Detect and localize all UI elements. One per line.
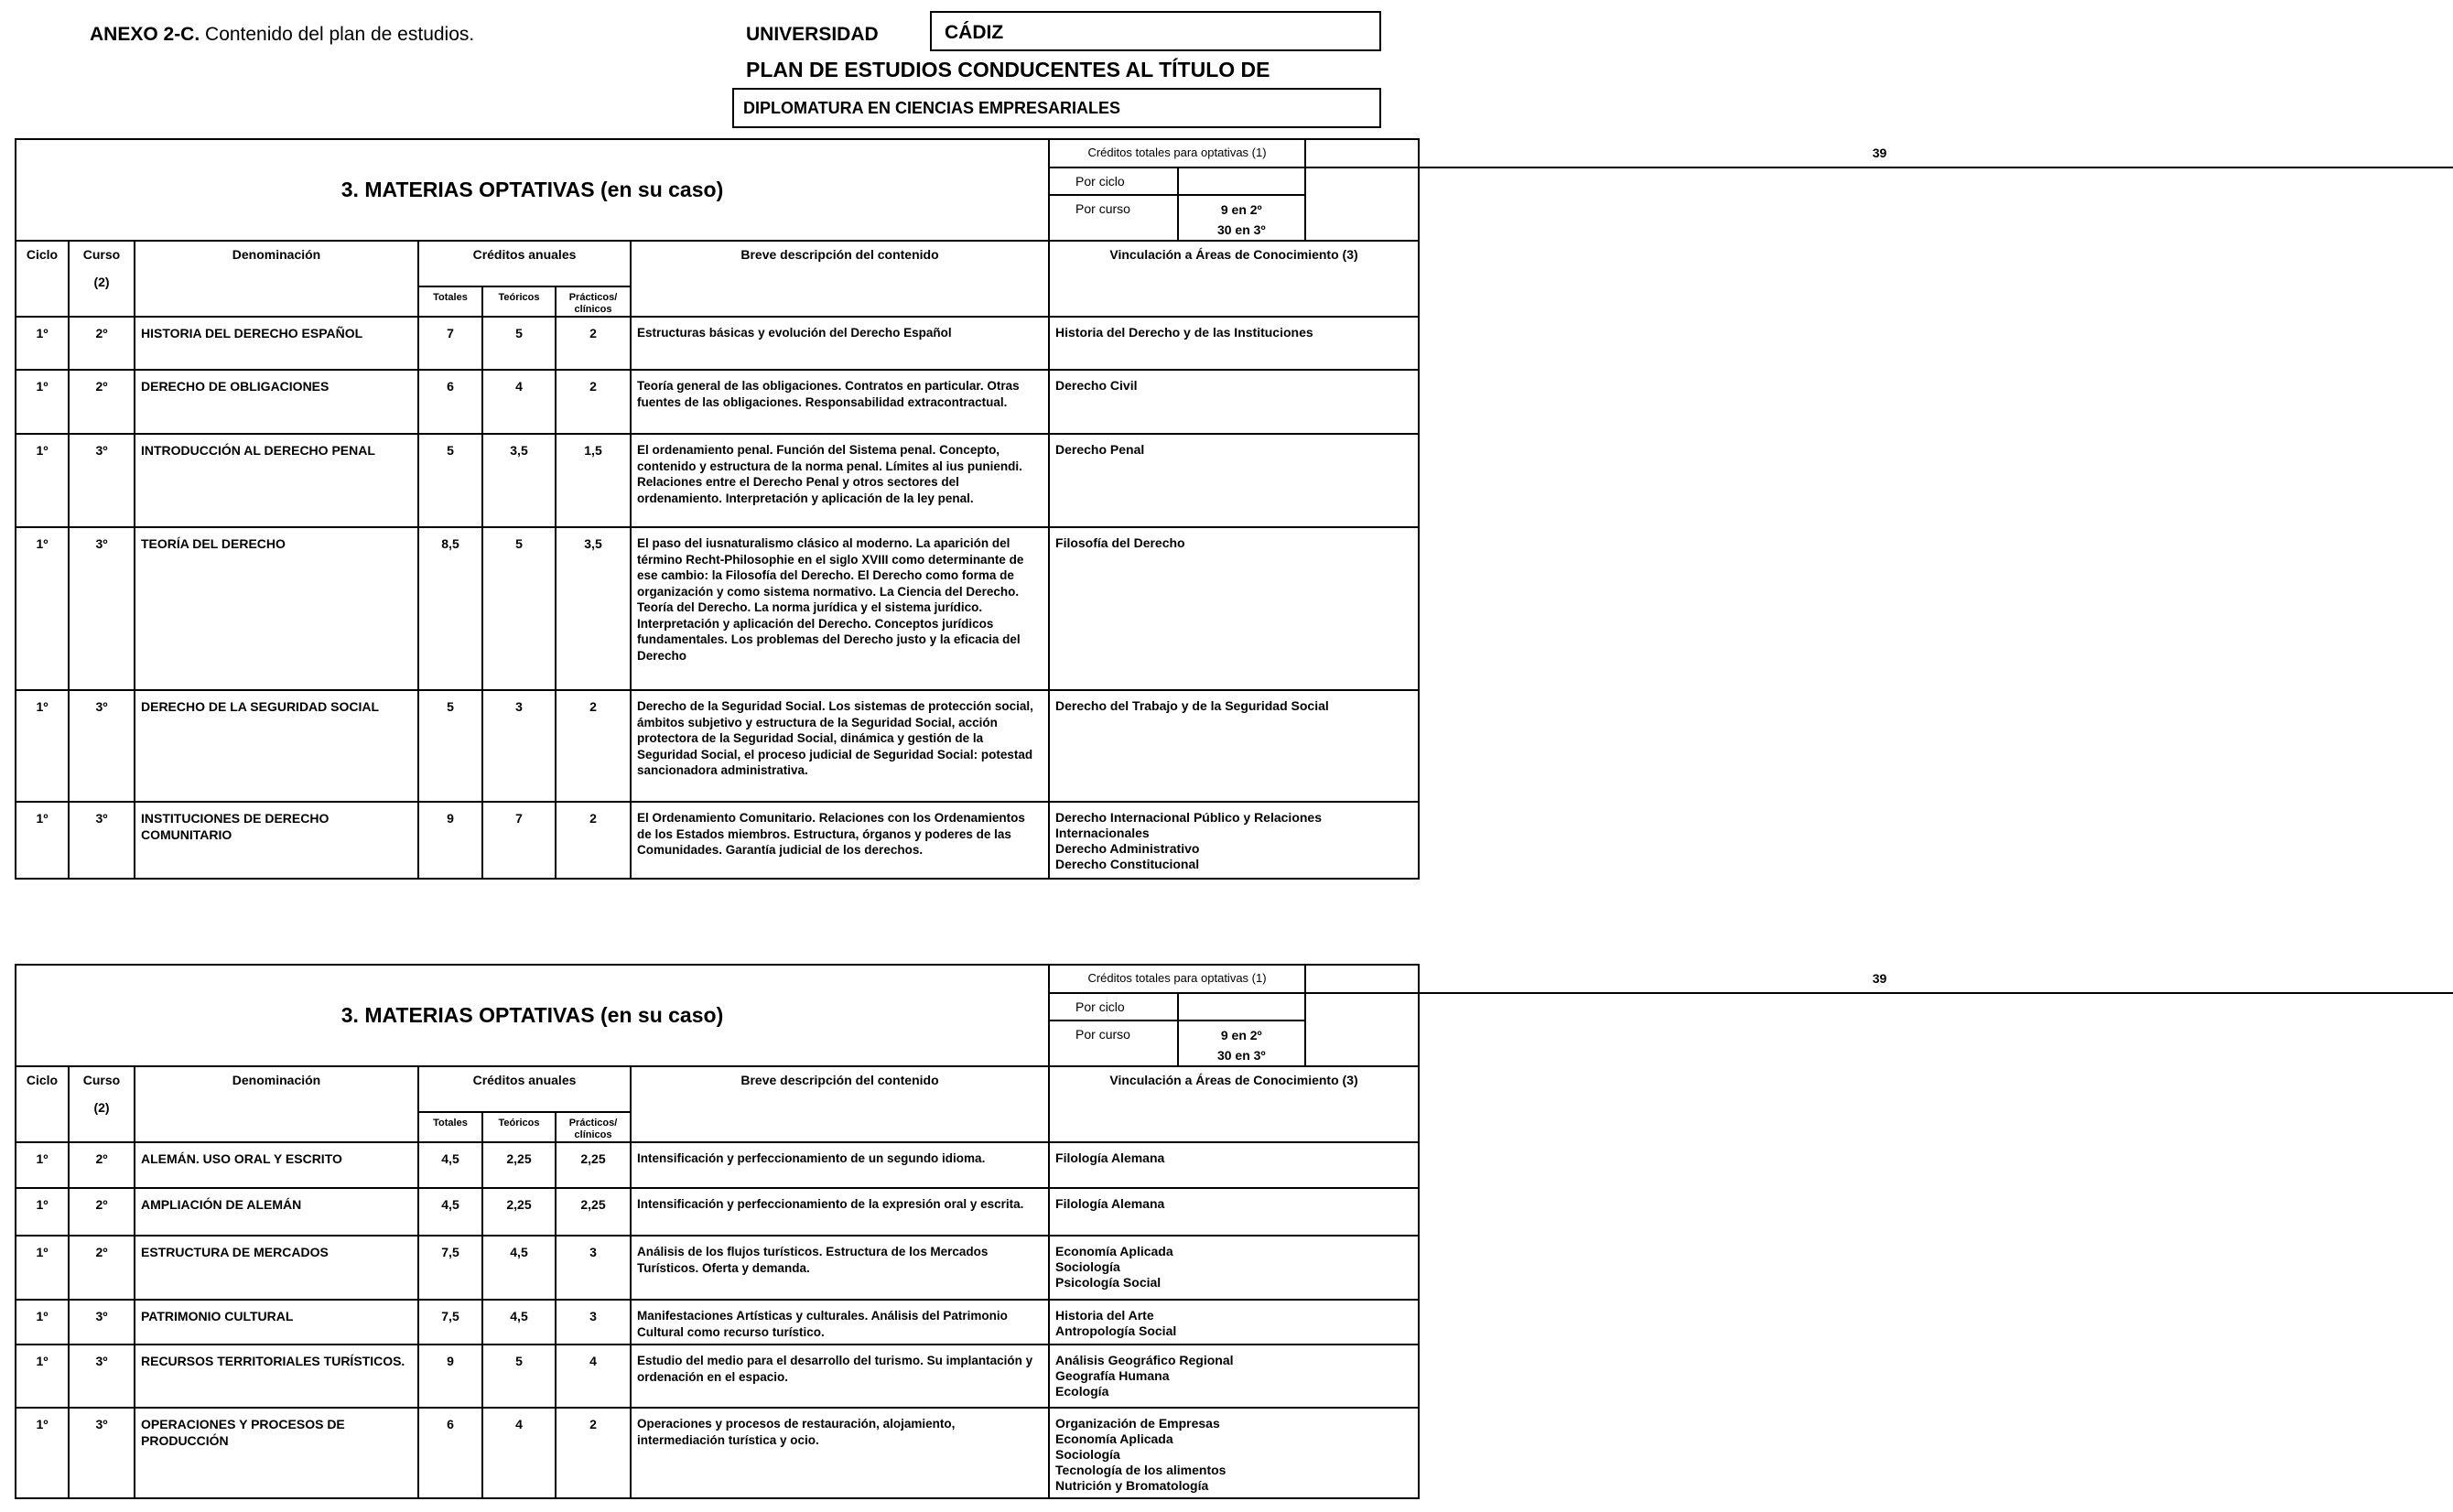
per-course-values (1178, 195, 1306, 240)
cell-totales: 9 (418, 1345, 482, 1408)
cell-practicos: 2,25 (556, 1142, 631, 1188)
cell-denominacion: DERECHO DE OBLIGACIONES (135, 370, 418, 434)
col-denominacion: Denominación (135, 241, 418, 317)
cell-practicos: 2 (556, 1408, 631, 1498)
cell-curso: 3º (69, 802, 135, 879)
col-curso-note: (2) (93, 275, 110, 289)
cell-descripcion: Intensificación y perfeccionamiento de un segundo idioma. (631, 1142, 1049, 1188)
table-row (16, 527, 1419, 690)
col-totales: Totales (418, 1112, 482, 1142)
cell-ciclo: 1º (16, 1345, 69, 1408)
cell-vinculacion: Filosofía del Derecho (1049, 527, 1419, 690)
col-totales: Totales (418, 286, 482, 317)
cell-curso: 3º (69, 690, 135, 802)
cell-totales: 7,5 (418, 1300, 482, 1345)
col-descripcion: Breve descripción del contenido (631, 241, 1049, 317)
cell-vinculacion: Derecho Penal (1049, 434, 1419, 527)
table-row (16, 434, 1419, 527)
table-row (16, 1236, 1419, 1300)
credits-total-value: 39 (1305, 140, 2453, 167)
col-curso-label: Curso (82, 1073, 121, 1087)
optativas-table (15, 964, 1887, 1499)
cell-descripcion: Manifestaciones Artísticas y culturales. Análisis del Patrimonio Cultural como recurso turístico. (631, 1300, 1049, 1345)
cell-ciclo: 1º (16, 1300, 69, 1345)
section-title: 3. MATERIAS OPTATIVAS (en su caso) (16, 139, 1049, 241)
cell-teoricos: 5 (482, 527, 556, 690)
cell-ciclo: 1º (16, 690, 69, 802)
cell-curso: 2º (69, 1188, 135, 1236)
table-row (16, 1408, 1419, 1498)
cell-descripcion: Análisis de los flujos turísticos. Estructura de los Mercados Turísticos. Oferta y demanda. (631, 1236, 1049, 1300)
university-name: CÁDIZ (945, 22, 1004, 43)
plan-title: PLAN DE ESTUDIOS CONDUCENTES AL TÍTULO DE (746, 58, 1270, 81)
cell-vinculacion: Derecho del Trabajo y de la Seguridad Social (1049, 690, 1419, 802)
cell-curso: 3º (69, 1300, 135, 1345)
cell-practicos: 4 (556, 1345, 631, 1408)
cell-ciclo: 1º (16, 527, 69, 690)
cell-ciclo: 1º (16, 317, 69, 370)
cell-teoricos: 3 (482, 690, 556, 802)
cell-totales: 5 (418, 434, 482, 527)
cell-curso: 3º (69, 434, 135, 527)
cell-ciclo: 1º (16, 434, 69, 527)
section-title: 3. MATERIAS OPTATIVAS (en su caso) (16, 965, 1049, 1066)
table-row (16, 802, 1419, 879)
cell-descripcion: El paso del iusnaturalismo clásico al moderno. La aparición del término Recht-Philosophie en el siglo XVIII como determinante de ese cambio: la Filosofía del Derecho. El Derecho como forma de organización y como sistema normativo. La Ciencia del Derecho. Teoría del Derecho. La norma jurídica y el sistema jurídico. Interpretación y aplicación del Derecho. Conceptos jurídicos fundamentales. Los problemas del Derecho justo y la eficacia del Derecho (631, 527, 1049, 690)
cell-teoricos: 5 (482, 1345, 556, 1408)
table-row (16, 690, 1419, 802)
cell-denominacion: OPERACIONES Y PROCESOS DE PRODUCCIÓN (135, 1408, 418, 1498)
cell-vinculacion: Derecho Civil (1049, 370, 1419, 434)
cell-ciclo: 1º (16, 1408, 69, 1498)
credits-blank (1305, 167, 2453, 240)
cell-denominacion: ALEMÁN. USO ORAL Y ESCRITO (135, 1142, 418, 1188)
optativas-block-1 (15, 138, 1887, 880)
cell-ciclo: 1º (16, 1142, 69, 1188)
per-cycle-value (1178, 993, 1306, 1021)
cell-practicos: 3,5 (556, 527, 631, 690)
col-descripcion: Breve descripción del contenido (631, 1066, 1049, 1142)
cell-denominacion: TEORÍA DEL DERECHO (135, 527, 418, 690)
col-teoricos: Teóricos (482, 1112, 556, 1142)
cell-practicos: 2 (556, 317, 631, 370)
cell-vinculacion: Economía Aplicada Sociología Psicología Social (1049, 1236, 1419, 1300)
cell-practicos: 2 (556, 370, 631, 434)
cell-descripcion: Estudio del medio para el desarrollo del turismo. Su implantación y ordenación en el espacio. (631, 1345, 1049, 1408)
table-row (16, 1142, 1419, 1188)
cell-teoricos: 5 (482, 317, 556, 370)
cell-teoricos: 4,5 (482, 1236, 556, 1300)
table-row (16, 1188, 1419, 1236)
cell-vinculacion: Filología Alemana (1049, 1142, 1419, 1188)
cell-vinculacion: Derecho Internacional Público y Relaciones Internacionales Derecho Administrativo Derecho Constitucional (1049, 802, 1419, 879)
credits-grid (1050, 966, 2453, 1065)
per-course-value: 9 en 2º (1220, 202, 1262, 217)
credits-total-label: Créditos totales para optativas (1) (1050, 966, 1305, 993)
cell-totales: 7,5 (418, 1236, 482, 1300)
col-creditos: Créditos anuales (418, 1066, 631, 1112)
table-row (16, 370, 1419, 434)
per-course-label: Por curso (1050, 195, 1178, 240)
cell-denominacion: AMPLIACIÓN DE ALEMÁN (135, 1188, 418, 1236)
cell-descripcion: El Ordenamiento Comunitario. Relaciones con los Ordenamientos de los Estados miembros. Estructura, órganos y poderes de las Comunidades. Garantía judicial de los derechos. (631, 802, 1049, 879)
credits-blank (1305, 993, 2453, 1065)
cell-curso: 2º (69, 370, 135, 434)
cell-vinculacion: Organización de Empresas Economía Aplicada Sociología Tecnología de los alimentos Nutrición y Bromatología (1049, 1408, 1419, 1498)
cell-denominacion: PATRIMONIO CULTURAL (135, 1300, 418, 1345)
cell-curso: 2º (69, 1142, 135, 1188)
cell-teoricos: 4,5 (482, 1300, 556, 1345)
cell-totales: 9 (418, 802, 482, 879)
cell-vinculacion: Análisis Geográfico Regional Geografía Humana Ecología (1049, 1345, 1419, 1408)
cell-curso: 3º (69, 527, 135, 690)
cell-descripcion: El ordenamiento penal. Función del Sistema penal. Concepto, contenido y estructura de la norma penal. Límites al ius puniendi. Relaciones entre el Derecho Penal y otros sectores del ordenamiento. Interpretación y aplicación de la ley penal. (631, 434, 1049, 527)
per-cycle-value (1178, 167, 1306, 195)
cell-descripcion: Operaciones y procesos de restauración, alojamiento, intermediación turística y ocio. (631, 1408, 1049, 1498)
degree-box (732, 88, 1381, 128)
col-teoricos: Teóricos (482, 286, 556, 317)
cell-teoricos: 3,5 (482, 434, 556, 527)
cell-curso: 3º (69, 1408, 135, 1498)
cell-descripcion: Estructuras básicas y evolución del Derecho Español (631, 317, 1049, 370)
cell-denominacion: RECURSOS TERRITORIALES TURÍSTICOS. (135, 1345, 418, 1408)
credits-total-value: 39 (1305, 966, 2453, 993)
per-course-label: Por curso (1050, 1021, 1178, 1065)
cell-practicos: 2 (556, 690, 631, 802)
credits-panel (1049, 139, 1887, 241)
cell-practicos: 3 (556, 1300, 631, 1345)
col-ciclo: Ciclo (16, 1066, 69, 1142)
cell-teoricos: 2,25 (482, 1188, 556, 1236)
cell-totales: 4,5 (418, 1142, 482, 1188)
per-course-values (1178, 1021, 1306, 1065)
university-box (930, 11, 1381, 51)
col-curso-label: Curso (82, 247, 121, 262)
col-vinculacion: Vinculación a Áreas de Conocimiento (3) (1049, 241, 1419, 317)
cell-totales: 4,5 (418, 1188, 482, 1236)
cell-practicos: 2,25 (556, 1188, 631, 1236)
col-curso-note: (2) (93, 1100, 110, 1115)
cell-vinculacion: Historia del Derecho y de las Instituciones (1049, 317, 1419, 370)
cell-denominacion: DERECHO DE LA SEGURIDAD SOCIAL (135, 690, 418, 802)
col-ciclo: Ciclo (16, 241, 69, 317)
cell-curso: 2º (69, 317, 135, 370)
annex-title: ANEXO 2-C. Contenido del plan de estudios. (90, 24, 475, 45)
table-row (16, 317, 1419, 370)
cell-ciclo: 1º (16, 802, 69, 879)
cell-descripcion: Derecho de la Seguridad Social. Los sistemas de protección social, ámbitos subjetivo y estructura de la Seguridad Social, acción protectora de la Seguridad Social, dinámica y gestión de la Seguridad Social, el proceso judicial de Seguridad Social: potestad sancionadora administrativa. (631, 690, 1049, 802)
cell-ciclo: 1º (16, 1236, 69, 1300)
col-curso (69, 241, 135, 317)
cell-descripcion: Intensificación y perfeccionamiento de la expresión oral y escrita. (631, 1188, 1049, 1236)
per-cycle-label: Por ciclo (1050, 993, 1178, 1021)
col-vinculacion: Vinculación a Áreas de Conocimiento (3) (1049, 1066, 1419, 1142)
cell-ciclo: 1º (16, 370, 69, 434)
cell-totales: 8,5 (418, 527, 482, 690)
cell-denominacion: ESTRUCTURA DE MERCADOS (135, 1236, 418, 1300)
cell-teoricos: 4 (482, 1408, 556, 1498)
cell-vinculacion: Filología Alemana (1049, 1188, 1419, 1236)
cell-denominacion: HISTORIA DEL DERECHO ESPAÑOL (135, 317, 418, 370)
optativas-table (15, 138, 1887, 880)
cell-practicos: 1,5 (556, 434, 631, 527)
degree-name: DIPLOMATURA EN CIENCIAS EMPRESARIALES (743, 99, 1121, 117)
cell-practicos: 2 (556, 802, 631, 879)
table-row (16, 1300, 1419, 1345)
cell-totales: 6 (418, 1408, 482, 1498)
per-cycle-label: Por ciclo (1050, 167, 1178, 195)
cell-vinculacion: Historia del Arte Antropología Social (1049, 1300, 1419, 1345)
col-practicos: Prácticos/ clínicos (556, 1112, 631, 1142)
per-course-value: 30 en 3º (1216, 222, 1266, 237)
table-row (16, 1345, 1419, 1408)
optativas-block-2 (15, 964, 1887, 1499)
cell-denominacion: INSTITUCIONES DE DERECHO COMUNITARIO (135, 802, 418, 879)
university-label: UNIVERSIDAD (746, 24, 879, 45)
per-course-value: 9 en 2º (1220, 1028, 1262, 1042)
col-curso (69, 1066, 135, 1142)
col-denominacion: Denominación (135, 1066, 418, 1142)
cell-descripcion: Teoría general de las obligaciones. Contratos en particular. Otras fuentes de las obligaciones. Responsabilidad extracontractual. (631, 370, 1049, 434)
cell-teoricos: 7 (482, 802, 556, 879)
cell-teoricos: 2,25 (482, 1142, 556, 1188)
cell-ciclo: 1º (16, 1188, 69, 1236)
cell-totales: 7 (418, 317, 482, 370)
cell-totales: 5 (418, 690, 482, 802)
cell-curso: 3º (69, 1345, 135, 1408)
cell-practicos: 3 (556, 1236, 631, 1300)
credits-panel (1049, 965, 1887, 1066)
credits-grid (1050, 140, 2453, 240)
col-creditos: Créditos anuales (418, 241, 631, 286)
col-practicos: Prácticos/ clínicos (556, 286, 631, 317)
cell-teoricos: 4 (482, 370, 556, 434)
cell-denominacion: INTRODUCCIÓN AL DERECHO PENAL (135, 434, 418, 527)
credits-total-label: Créditos totales para optativas (1) (1050, 140, 1305, 167)
cell-totales: 6 (418, 370, 482, 434)
per-course-value: 30 en 3º (1216, 1048, 1266, 1063)
cell-curso: 2º (69, 1236, 135, 1300)
